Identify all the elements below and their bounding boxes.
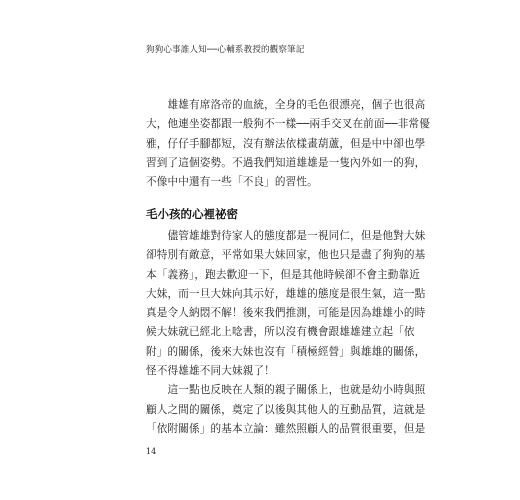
text-line: 雄雄有席洛帝的血統，全身的毛色很漂亮，個子也很高: [146, 99, 426, 111]
page-number: 14: [146, 447, 157, 456]
running-header: 狗狗心事誰人知──心輔系教授的觀察筆記: [146, 45, 305, 55]
text-line: 大，他連坐姿都跟一般狗不一樣──兩手交叉在前面──非常優: [146, 118, 430, 131]
text-line: 不像中中還有一些「不良」的習性。: [146, 176, 318, 189]
section-heading: 毛小孩的心裡祕密: [146, 207, 238, 221]
text-line: 卻特別有敵意，平常如果大妹回家，他也只是盡了狗狗的基: [146, 249, 426, 262]
text-line: 怪不得雄雄不同大妹親了！: [146, 365, 275, 378]
text-line: 大妹，而一旦大妹向其示好，雄雄的態度是很生氣，這一點: [146, 287, 426, 300]
text-line: 附」的關係，後來大妹也沒有「積極經營」與雄雄的關係，: [146, 345, 426, 358]
text-line: 本「義務」，跑去歡迎一下，但是其他時候卻不會主動靠近: [146, 268, 421, 281]
text-line: 顧人之間的關係，奠定了以後與其他人的互動品質，這就是: [146, 403, 426, 416]
text-line: 這一點也反映在人類的親子關係上，也就是幼小時與照: [146, 384, 426, 397]
text-line: 真是令人納悶不解！後來我們推測，可能是因為雄雄小的時: [146, 307, 426, 320]
text-line: 「依附關係」的基本立論：雖然照顧人的品質很重要，但是: [146, 422, 426, 435]
text-line: 候大妹就已經北上唸書，所以沒有機會跟雄雄建立起「依: [146, 326, 415, 339]
text-line: 儘管雄雄對待家人的態度都是一視同仁，但是他對大妹: [146, 230, 426, 242]
paragraph-2: [146, 227, 426, 439]
text-line: 雅，仔仔手腳都短，沒有辦法依樣畫葫蘆，但是中中卻也學: [146, 137, 426, 150]
text-line: 習到了這個姿勢。不過我們知道雄雄是一隻內外如一的狗，: [146, 156, 426, 169]
paragraph-1: [146, 96, 430, 192]
